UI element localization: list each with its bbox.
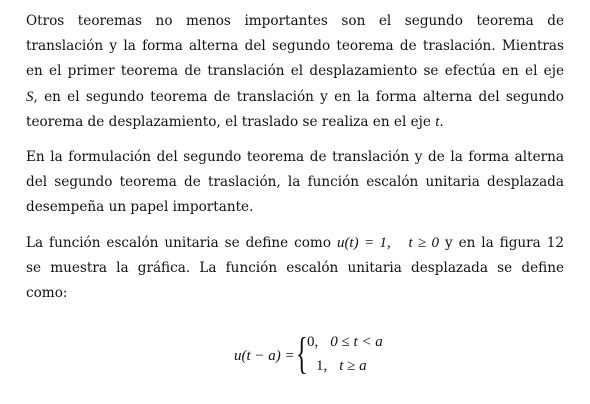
variable-t: t — [435, 113, 440, 130]
document-body — [26, 9, 564, 316]
text-line — [26, 231, 564, 256]
paragraph-step-function-importance — [26, 145, 564, 221]
text-line: del segundo teorema de traslación, la función escalón unitaria desplazada — [26, 174, 564, 191]
case-2-value: 1, — [316, 358, 328, 374]
text-line: desempeña un papel importante. — [26, 199, 254, 216]
text-fragment: y en la figura 12 — [439, 234, 565, 251]
text-line: en el primer teorema de translación el desplazamiento se efectúa en el eje — [26, 63, 564, 80]
text-fragment: , en el segundo teorema de translación y en la forma alterna del segundo — [33, 88, 564, 105]
formula-brace: { — [296, 329, 308, 378]
text-line: En la formulación del segundo teorema de translación y de la forma alterna — [26, 149, 564, 166]
case-2-condition: t ≥ a — [339, 358, 367, 374]
inline-math-unit-step: u(t) = 1, — [336, 234, 391, 251]
text-line — [26, 85, 564, 110]
paragraph-step-function-definition — [26, 231, 564, 307]
case-1-value: 0, — [307, 334, 319, 350]
text-line: translación y la forma alterna del segundo teorema de traslación. Mientras — [26, 38, 564, 55]
text-line — [26, 110, 564, 135]
text-line: como: — [26, 285, 68, 302]
formula-case-1 — [307, 334, 383, 351]
text-fragment: . — [439, 113, 444, 130]
case-1-condition: 0 ≤ t < a — [330, 334, 383, 350]
inline-math-condition: t ≥ 0 — [408, 234, 440, 251]
paragraph-second-translation-theorem — [26, 9, 564, 135]
text-line: Otros teoremas no menos importantes son el segundo teorema de — [26, 13, 564, 29]
text-fragment: La función escalón unitaria se define como — [26, 234, 337, 251]
text-fragment: teorema de desplazamiento, el traslado se realiza en el eje — [26, 113, 436, 130]
text-line: se muestra la gráfica. La función escalón unitaria desplazada se define — [26, 259, 564, 276]
formula-case-2 — [316, 358, 367, 375]
formula-lhs: u(t − a) = — [234, 348, 295, 364]
variable-s: S — [26, 88, 34, 105]
